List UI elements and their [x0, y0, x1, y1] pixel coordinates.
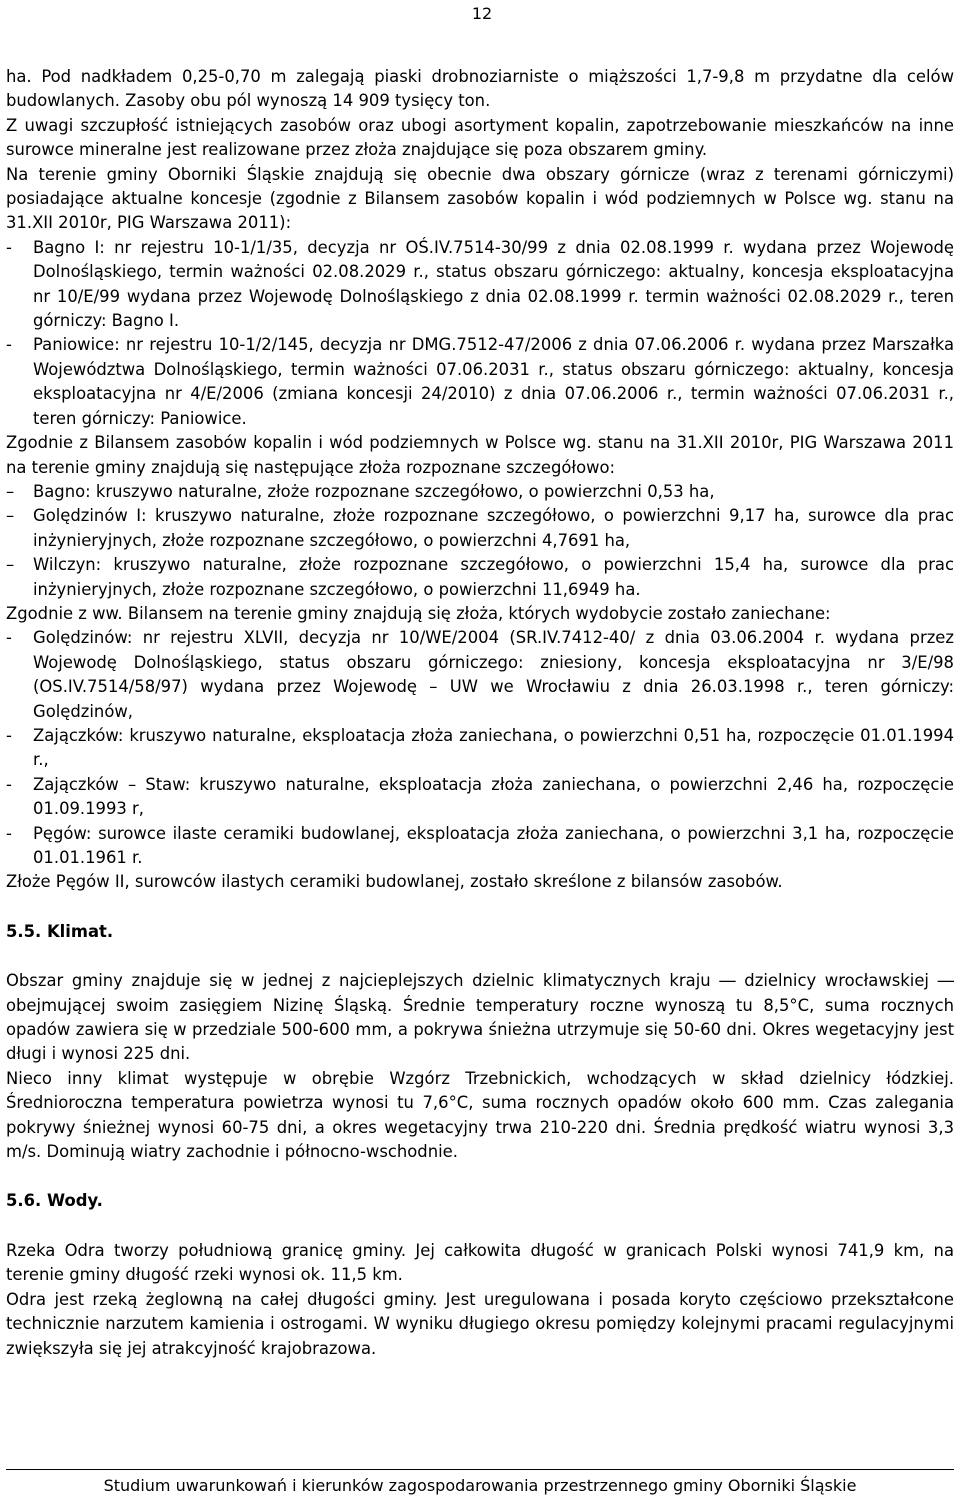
paragraph: Z uwagi szczupłość istniejących zasobów oraz ubogi asortyment kopalin, zapotrzebowanie mieszkańców na inne surowce mineralne jest realizowane przez złoża znajdujące się poza obszarem gminy.: [6, 115, 954, 160]
list-item-text: Wilczyn: kruszywo naturalne, złoże rozpoznane szczegółowo, o powierzchni 15,4 ha, surowce dla prac inżynieryjnych, złoże rozpoznane szczegółowo, o powierzchni 11,6949 ha.: [33, 555, 954, 599]
abandoned-deposits-list: [6, 626, 954, 870]
footer-divider: [6, 1469, 954, 1470]
list-item-text: Pęgów: surowce ilaste ceramiki budowlanej, eksploatacja złoża zaniechana, o powierzchni 3,1 ha, rozpoczęcie 01.01.1961 r.: [33, 823, 954, 867]
paragraph: Obszar gminy znajduje się w jednej z najcieplejszych dzielnic klimatycznych kraju ― dzielnicy wrocławskiej ― obejmującej swoim zasięgiem Nizinę Śląską. Średnie temperatury roczne wynoszą tu 8,5°C, suma rocznych opadów zawiera się w przedziale 500-600 mm, a pokrywa śnieżna utrzymuje się 50-60 dni. Okres wegetacyjny jest długi i wynosi 225 dni.: [6, 971, 954, 1064]
deposits-list: [6, 480, 954, 602]
list-marker: -: [6, 237, 12, 257]
list-item: [6, 480, 954, 504]
list-item-text: Bagno I: nr rejestru 10-1/1/35, decyzja nr OŚ.IV.7514-30/99 z dnia 02.08.1999 r. wydana przez Wojewodę Dolnośląskiego, termin ważności 02.08.2029 r., status obszaru górniczego: aktualny, koncesja eksploatacyjna nr 10/E/99 wydana przez Wojewodę Dolnośląskiego z dnia 02.08.1999 r. termin ważności 02.08.2029 r., teren górniczy: Bagno I.: [33, 237, 954, 331]
list-marker: -: [6, 335, 12, 355]
list-item: [6, 504, 954, 553]
list-marker: -: [6, 774, 12, 794]
section-heading-wody: 5.6. Wody.: [6, 1191, 103, 1211]
list-item-text: Golędzinów I: kruszywo naturalne, złoże rozpoznane szczegółowo, o powierzchni 9,17 ha, surowce dla prac inżynieryjnych, złoże rozpoznane szczegółowo, o powierzchni 4,7691 ha,: [33, 506, 954, 550]
paragraph: Nieco inny klimat występuje w obrębie Wzgórz Trzebnickich, wchodzących w skład dzielnicy łódzkiej. Średnioroczna temperatura powietrza wynosi tu 7,6°C, suma rocznych opadów około 600 mm. Czas zalegania pokrywy śnieżnej wynosi 60-75 dni, a okres wegetacyjny trwa 210-220 dni. Średnia prędkość wiatru wynosi 3,3 m/s. Dominują wiatry zachodnie i północno-wschodnie.: [6, 1068, 954, 1162]
list-marker: -: [6, 725, 12, 745]
paragraph: Zgodnie z Bilansem zasobów kopalin i wód podziemnych w Polsce wg. stanu na 31.XII 2010r, PIG Warszawa 2011 na terenie gminy znajdują się następujące złoża rozpoznane szczegółowo:: [6, 433, 954, 477]
list-item-text: Bagno: kruszywo naturalne, złoże rozpoznane szczegółowo, o powierzchni 0,53 ha,: [33, 481, 715, 501]
list-marker: -: [6, 628, 12, 648]
mining-areas-list: [6, 236, 954, 431]
paragraph: Zgodnie z ww. Bilansem na terenie gminy znajdują się złoża, których wydobycie zostało zaniechane:: [6, 603, 831, 623]
list-item-text: Paniowice: nr rejestru 10-1/2/145, decyzja nr DMG.7512-47/2006 z dnia 07.06.2006 r. wydana przez Marszałka Województwa Dolnośląskiego, termin ważności 07.06.2031 r., status obszaru górniczego: aktualny, koncesja eksploatacyjna nr 4/E/2006 (zmiana koncesji 24/2010) z dnia 07.06.2006 r., termin ważności 07.06.2031 r., teren górniczy: Paniowice.: [33, 335, 954, 428]
paragraph: ha. Pod nadkładem 0,25-0,70 m zalegają piaski drobnoziarniste o miąższości 1,7-9,8 m przydatne dla celów budowlanych. Zasoby obu pól wynoszą 14 909 tysięcy ton.: [6, 67, 954, 111]
list-item: [6, 822, 954, 871]
page-number: 12: [471, 4, 493, 23]
list-marker: –: [6, 481, 15, 501]
list-item-text: Zajączków – Staw: kruszywo naturalne, eksploatacja złoża zaniechana, o powierzchni 2,46 ha, rozpoczęcie 01.09.1993 r,: [33, 774, 954, 819]
list-item-text: Zajączków: kruszywo naturalne, eksploatacja złoża zaniechana, o powierzchni 0,51 ha, rozpoczęcie 01.01.1994 r.,: [33, 725, 954, 770]
page-footer: Studium uwarunkowań i kierunków zagospodarowania przestrzennego gminy Oborniki Śląskie: [103, 1476, 857, 1495]
paragraph: Odra jest rzeką żeglowną na całej długości gminy. Jest uregulowana i posada koryto częściowo przekształcone technicznie narzutem kamienia i ostrogami. W wyniku długiego okresu pomiędzy kolejnymi pracami regulacyjnymi zwiększyła się jej atrakcyjność krajobrazowa.: [6, 1289, 954, 1358]
list-item: [6, 333, 954, 431]
list-item: [6, 553, 954, 602]
list-item: [6, 236, 954, 334]
list-item: [6, 724, 954, 773]
list-item-text: Golędzinów: nr rejestru XLVII, decyzja nr 10/WE/2004 (SR.IV.7412-40/ z dnia 03.06.2004 r. wydana przez Wojewodę Dolnośląskiego, status obszaru górniczego: zniesiony, koncesja eksploatacyjna nr 3/E/98 (OS.IV.7514/58/97) wydana przez Wojewodę – UW we Wrocławiu z dnia 26.03.1998 r., teren górniczy: Golędzinów,: [33, 628, 954, 721]
list-item: [6, 626, 954, 724]
paragraph: Złoże Pęgów II, surowców ilastych ceramiki budowlanej, zostało skreślone z bilansów zasobów.: [6, 872, 783, 892]
paragraph: Rzeka Odra tworzy południową granicę gminy. Jej całkowita długość w granicach Polski wynosi 741,9 km, na terenie gminy długość rzeki wynosi ok. 11,5 km.: [6, 1240, 954, 1285]
paragraph: Na terenie gminy Oborniki Śląskie znajdują się obecnie dwa obszary górnicze (wraz z terenami górniczymi) posiadające aktualne koncesje (zgodnie z Bilansem zasobów kopalin i wód podziemnych w Polsce wg. stanu na 31.XII 2010r, PIG Warszawa 2011):: [6, 164, 954, 233]
page-content: [6, 65, 954, 1361]
section-heading-klimat: 5.5. Klimat.: [6, 921, 114, 941]
list-marker: –: [6, 555, 15, 575]
list-marker: -: [6, 823, 12, 843]
list-marker: –: [6, 506, 15, 526]
list-item: [6, 773, 954, 822]
